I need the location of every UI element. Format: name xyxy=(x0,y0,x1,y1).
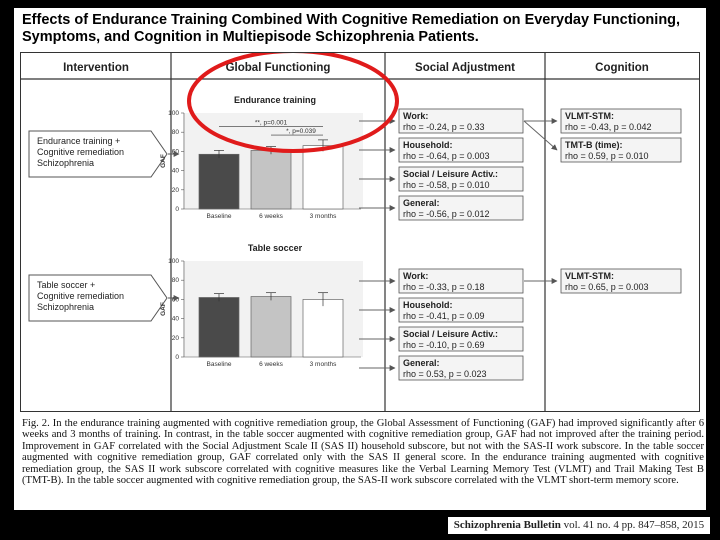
x-tick-label-2-3: 3 months xyxy=(309,361,337,368)
y-tick-label-2-1: 20 xyxy=(171,334,179,342)
intervention-label-2-2: Cognitive remediation xyxy=(37,291,125,301)
slide-title: Effects of Endurance Training Combined With Cognitive Remediation on Everyday Functioning, Symptoms, and Cognition in Multiepisode Schizophrenia Patients. xyxy=(22,12,681,45)
slide xyxy=(14,8,706,510)
y-tick-label-1-5: 100 xyxy=(168,110,179,117)
cognition-value-1-2: rho = 0.59, p = 0.010 xyxy=(565,151,649,161)
figure-panel xyxy=(20,52,700,412)
intervention-label-1-1: Endurance training + xyxy=(37,136,121,146)
bar-1-2 xyxy=(251,150,291,209)
y-axis-label-1: GAF xyxy=(160,154,167,168)
y-tick-label-2-4: 80 xyxy=(171,277,179,285)
social-value-1-3: rho = -0.58, p = 0.010 xyxy=(403,180,490,190)
sig-annotation-1: **, p=0.001 xyxy=(254,119,288,127)
cognition-label-2-1: VLMT-STM: xyxy=(565,271,614,281)
social-label-2-4: General: xyxy=(403,358,440,368)
social-label-1-4: General: xyxy=(403,198,440,208)
y-tick-label-2-2: 40 xyxy=(171,315,179,323)
bar-2-2 xyxy=(251,297,291,357)
y-tick-label-2-0: 0 xyxy=(175,354,179,361)
cognition-label-1-1: VLMT-STM: xyxy=(565,111,614,121)
cognition-label-1-2: TMT-B (time): xyxy=(565,140,623,150)
y-tick-label-1-2: 40 xyxy=(171,167,179,175)
arrow-cognition-1-2 xyxy=(524,121,557,150)
intervention-label-1-2: Cognitive remediation xyxy=(37,147,125,157)
y-tick-label-1-4: 80 xyxy=(171,129,179,137)
bar-2-1 xyxy=(199,297,239,357)
social-value-2-1: rho = -0.33, p = 0.18 xyxy=(403,282,485,292)
social-value-2-3: rho = -0.10, p = 0.69 xyxy=(403,340,485,350)
social-label-2-2: Household: xyxy=(403,300,453,310)
bar-1-3 xyxy=(303,146,343,209)
social-value-1-2: rho = -0.64, p = 0.003 xyxy=(403,151,490,161)
journal-name: Schizophrenia Bulletin xyxy=(453,519,561,531)
column-header-3: Social Adjustment xyxy=(415,62,515,74)
intervention-label-2-3: Schizophrenia xyxy=(37,302,95,312)
column-header-1: Intervention xyxy=(63,62,129,74)
y-tick-label-1-3: 60 xyxy=(171,148,179,156)
figure-caption: Fig. 2. In the endurance training augmented with cognitive remediation group, the Global Assessment of Functioning (GAF) had improved significantly after 6 weeks and 3 months of training. In contrast, in the table soccer augmented with cognitive remediation group, GAF had not improved after the training period. Improvement in GAF correlated with the Social Adjustment Scale II (SAS II) household subscore, but not with the SAS-II work subscore. In the table soccer augmented with cognitive remediation group, GAF correlated only with the SAS II general score. In the endurance training augmented with cognitive remediation group, the SAS II work subscore correlated with cognitive measures like the Verbal Learning Memory Test (VLMT) and Trail Making Test B (TMT-B). In the table soccer augmented with cognitive remediation group, the SAS-II work subscore correlated with the VLMT short-term memory score. xyxy=(22,418,704,487)
cognition-value-2-1: rho = 0.65, p = 0.003 xyxy=(565,282,649,292)
journal-details: vol. 41 no. 4 pp. 847–858, 2015 xyxy=(563,519,705,531)
bar-1-1 xyxy=(199,154,239,209)
figure-diagram xyxy=(21,53,699,411)
journal-citation xyxy=(448,517,710,534)
cognition-value-1-1: rho = -0.43, p = 0.042 xyxy=(565,122,652,132)
intervention-label-2-1: Table soccer + xyxy=(37,280,96,290)
sig-annotation-2: *, p=0.039 xyxy=(286,128,316,136)
chart-title-2: Table soccer xyxy=(247,243,303,253)
social-value-1-4: rho = -0.56, p = 0.012 xyxy=(403,209,490,219)
x-tick-label-2-1: Baseline xyxy=(206,361,232,368)
x-tick-label-1-2: 6 weeks xyxy=(259,213,283,220)
x-tick-label-1-3: 3 months xyxy=(309,213,337,220)
social-value-2-2: rho = -0.41, p = 0.09 xyxy=(403,311,485,321)
y-tick-label-1-0: 0 xyxy=(175,206,179,213)
social-label-1-2: Household: xyxy=(403,140,453,150)
y-tick-label-1-1: 20 xyxy=(171,186,179,194)
social-label-2-1: Work: xyxy=(403,271,429,281)
bar-2-3 xyxy=(303,299,343,357)
social-label-1-3: Social / Leisure Activ.: xyxy=(403,169,499,179)
social-value-2-4: rho = 0.53, p = 0.023 xyxy=(403,369,487,379)
column-header-4: Cognition xyxy=(595,62,649,74)
social-label-1-1: Work: xyxy=(403,111,429,121)
y-tick-label-2-3: 60 xyxy=(171,296,179,304)
social-value-1-1: rho = -0.24, p = 0.33 xyxy=(403,122,485,132)
column-header-2: Global Functioning xyxy=(225,62,331,74)
chart-title-1: Endurance training xyxy=(233,95,317,105)
y-axis-label-2: GAF xyxy=(160,302,167,316)
intervention-label-1-3: Schizophrenia xyxy=(37,158,95,168)
y-tick-label-2-5: 100 xyxy=(168,258,179,265)
x-tick-label-2-2: 6 weeks xyxy=(259,361,283,368)
x-tick-label-1-1: Baseline xyxy=(206,213,232,220)
social-label-2-3: Social / Leisure Activ.: xyxy=(403,329,499,339)
